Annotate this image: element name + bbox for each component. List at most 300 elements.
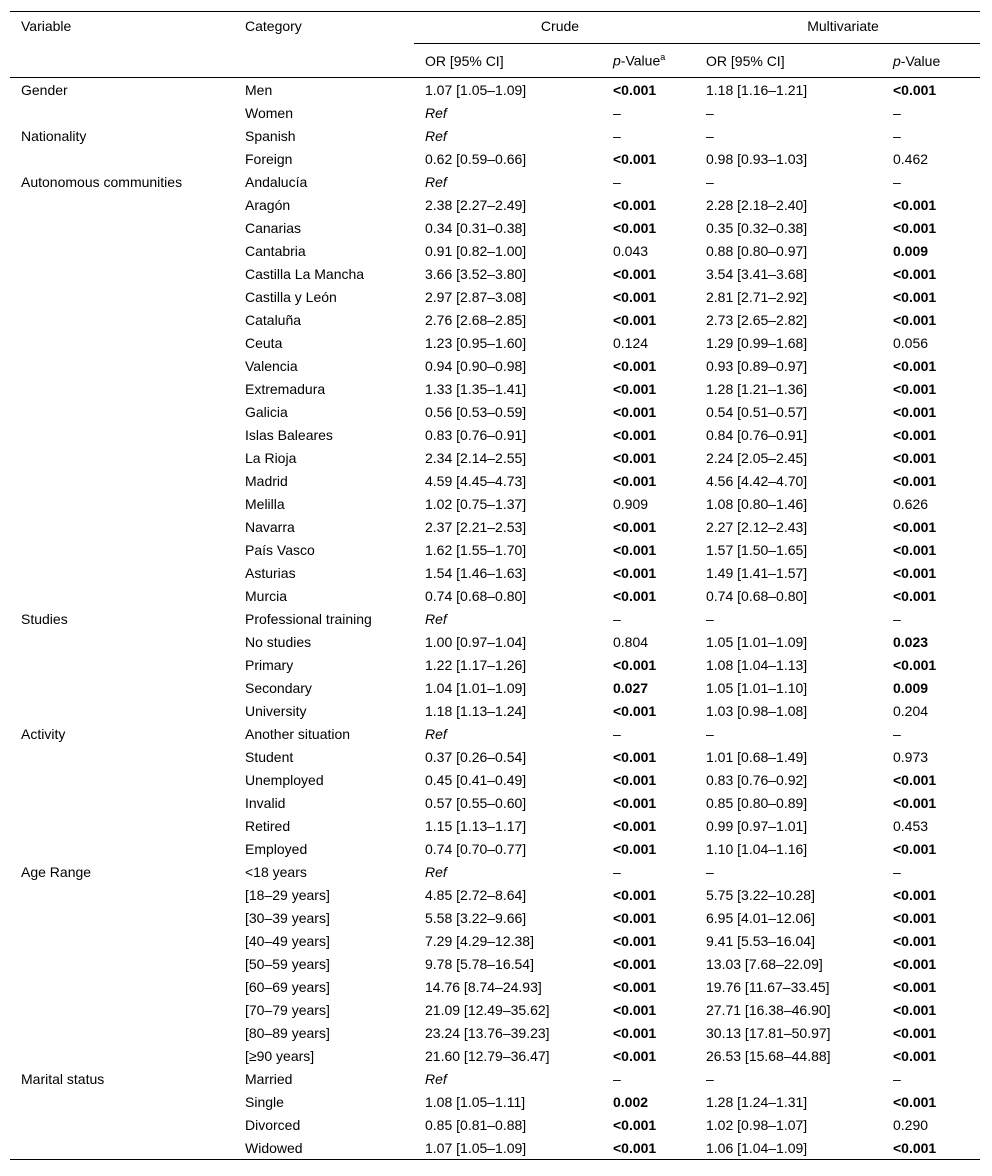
cell-multi-or: 0.83 [0.76–0.92] [706, 771, 808, 788]
cell-multi-or: – [706, 725, 714, 742]
cell-category: Extremadura [245, 380, 326, 397]
cell-multi-p: <0.001 [882, 1136, 980, 1160]
cell-variable [10, 239, 234, 262]
cell-variable [10, 906, 234, 929]
cell-category: Divorced [245, 1116, 301, 1133]
cell-multi-or: 19.76 [11.67–33.45] [706, 978, 830, 995]
cell-multi-or: 2.28 [2.18–2.40] [706, 196, 808, 213]
table-row [10, 124, 980, 147]
table-row [10, 929, 980, 952]
cell-category: Spanish [245, 127, 296, 144]
cell-category: País Vasco [245, 541, 315, 558]
cell-multi-p: <0.001 [893, 541, 937, 558]
cell-variable [10, 354, 234, 377]
cell-crude-or: 1.33 [1.35–1.41] [425, 380, 527, 397]
cell-crude-or: 0.57 [0.55–0.60] [425, 794, 527, 811]
odds-ratio-table [10, 11, 980, 1160]
table-row [10, 170, 980, 193]
cell-multi-p: – [893, 1070, 901, 1087]
cell-crude-or: 0.85 [0.81–0.88] [425, 1116, 527, 1133]
cell-crude-p: <0.001 [613, 288, 657, 305]
cell-crude-p: <0.001 [613, 955, 657, 972]
table-row [10, 906, 980, 929]
cell-variable [10, 561, 234, 584]
cell-multi-p: <0.001 [893, 449, 937, 466]
table-row [10, 860, 980, 883]
cell-crude-or: Ref [425, 863, 447, 880]
cell-category: [≥90 years] [245, 1047, 315, 1064]
cell-crude-or: 0.45 [0.41–0.49] [425, 771, 527, 788]
cell-crude-or: 2.34 [2.14–2.55] [425, 449, 527, 466]
cell-category: Women [245, 104, 293, 121]
cell-category: Retired [245, 817, 291, 834]
table-header [10, 12, 980, 78]
table-row [10, 446, 980, 469]
cell-crude-or: 4.59 [4.45–4.73] [425, 472, 527, 489]
cell-crude-or: 1.18 [1.13–1.24] [425, 702, 527, 719]
cell-category: [60–69 years] [245, 978, 330, 995]
cell-crude-p: <0.001 [613, 1024, 657, 1041]
cell-variable [10, 1044, 234, 1067]
cell-category: Employed [245, 840, 308, 857]
cell-crude-p: 0.804 [613, 633, 649, 650]
cell-crude-p: <0.001 [613, 886, 657, 903]
cell-category: Castilla La Mancha [245, 265, 365, 282]
cell-variable [10, 308, 234, 331]
cell-variable [10, 285, 234, 308]
table-row [10, 837, 980, 860]
cell-category: Navarra [245, 518, 295, 535]
cell-multi-p: <0.001 [893, 403, 937, 420]
table-row [10, 699, 980, 722]
cell-multi-or: 9.41 [5.53–16.04] [706, 932, 815, 949]
header-category: Category [245, 18, 302, 34]
table-row [10, 653, 980, 676]
cell-variable: Nationality [21, 127, 87, 144]
header-multi-p-letter: p [893, 52, 901, 69]
cell-crude-or: 0.62 [0.59–0.66] [425, 150, 527, 167]
cell-crude-p: <0.001 [613, 1001, 657, 1018]
cell-category: [80–89 years] [245, 1024, 330, 1041]
cell-multi-or: 13.03 [7.68–22.09] [706, 955, 823, 972]
cell-multi-or: 0.99 [0.97–1.01] [706, 817, 808, 834]
cell-variable [10, 216, 234, 239]
cell-crude-p: – [613, 127, 621, 144]
cell-multi-p: <0.001 [893, 840, 937, 857]
cell-category: Ceuta [245, 334, 283, 351]
table-row [10, 1021, 980, 1044]
cell-crude-p: <0.001 [613, 541, 657, 558]
cell-multi-p: <0.001 [893, 955, 937, 972]
cell-variable [10, 929, 234, 952]
cell-multi-p: <0.001 [893, 1093, 937, 1110]
cell-crude-p: <0.001 [613, 794, 657, 811]
cell-multi-p: 0.462 [893, 150, 929, 167]
cell-crude-or: 0.56 [0.53–0.59] [425, 403, 527, 420]
table-row [10, 538, 980, 561]
table-row [10, 768, 980, 791]
cell-multi-or: – [706, 863, 714, 880]
cell-variable [10, 377, 234, 400]
header-multi-p-text: -Value [900, 52, 941, 69]
cell-crude-p: 0.002 [613, 1093, 649, 1110]
cell-crude-p: <0.001 [613, 909, 657, 926]
table-row [10, 469, 980, 492]
cell-variable [10, 653, 234, 676]
table-row [10, 952, 980, 975]
cell-variable [10, 538, 234, 561]
cell-crude-or: 2.38 [2.27–2.49] [425, 196, 527, 213]
header-multi-p [882, 44, 980, 78]
cell-variable [10, 423, 234, 446]
cell-variable [10, 101, 234, 124]
cell-multi-p: 0.009 [893, 242, 929, 259]
cell-crude-or: 0.37 [0.26–0.54] [425, 748, 527, 765]
cell-multi-or: 0.84 [0.76–0.91] [706, 426, 808, 443]
cell-crude-or: 14.76 [8.74–24.93] [425, 978, 542, 995]
cell-multi-or: – [706, 104, 714, 121]
cell-category: Men [245, 81, 273, 98]
cell-variable: Marital status [21, 1070, 105, 1087]
cell-multi-p: 0.973 [893, 748, 929, 765]
table-row [10, 492, 980, 515]
cell-multi-or: 27.71 [16.38–46.90] [706, 1001, 831, 1018]
cell-variable [10, 791, 234, 814]
cell-multi-or: 1.01 [0.68–1.49] [706, 748, 808, 765]
cell-multi-p: <0.001 [893, 771, 937, 788]
header-crude-p-footnote: a [660, 52, 666, 63]
header-crude-p-text: -Value [620, 52, 661, 69]
cell-multi-or: 1.05 [1.01–1.09] [706, 633, 808, 650]
table-row [10, 262, 980, 285]
table-row [10, 147, 980, 170]
cell-crude-or: 1.07 [1.05–1.09] [414, 1136, 602, 1160]
table-row [10, 515, 980, 538]
table-row [10, 630, 980, 653]
cell-variable [10, 676, 234, 699]
cell-category: Castilla y León [245, 288, 337, 305]
cell-variable [10, 1113, 234, 1136]
cell-multi-or: 0.74 [0.68–0.80] [706, 587, 808, 604]
header-row-columns [10, 44, 980, 78]
cell-category: La Rioja [245, 449, 297, 466]
cell-crude-p: 0.043 [613, 242, 649, 259]
cell-crude-or: 3.66 [3.52–3.80] [425, 265, 527, 282]
cell-variable [10, 147, 234, 170]
cell-variable [10, 1090, 234, 1113]
cell-crude-p: <0.001 [613, 311, 657, 328]
cell-category: Cantabria [245, 242, 306, 259]
cell-multi-p: <0.001 [893, 794, 937, 811]
cell-crude-p: <0.001 [613, 81, 657, 98]
cell-variable [10, 469, 234, 492]
cell-crude-p: <0.001 [613, 1116, 657, 1133]
cell-crude-p: <0.001 [613, 748, 657, 765]
cell-crude-or: 5.58 [3.22–9.66] [425, 909, 527, 926]
cell-crude-or: 1.15 [1.13–1.17] [425, 817, 527, 834]
cell-variable [10, 262, 234, 285]
cell-category: Asturias [245, 564, 296, 581]
cell-variable [10, 1021, 234, 1044]
cell-category: Another situation [245, 725, 351, 742]
cell-category: Foreign [245, 150, 293, 167]
cell-multi-p: 0.056 [893, 334, 929, 351]
cell-variable [10, 975, 234, 998]
cell-crude-p: <0.001 [613, 403, 657, 420]
cell-multi-or: 1.28 [1.21–1.36] [706, 380, 808, 397]
table-row [10, 101, 980, 124]
cell-crude-or: 0.94 [0.90–0.98] [425, 357, 527, 374]
cell-crude-p: <0.001 [613, 1047, 657, 1064]
cell-crude-p: <0.001 [613, 150, 657, 167]
table-row [10, 883, 980, 906]
cell-crude-p: – [613, 1070, 621, 1087]
table-row [10, 1136, 980, 1160]
header-row-groups [10, 12, 980, 44]
cell-multi-or: 2.27 [2.12–2.43] [706, 518, 808, 535]
cell-category: [18–29 years] [245, 886, 330, 903]
cell-crude-or: 7.29 [4.29–12.38] [425, 932, 534, 949]
cell-crude-or: Ref [425, 725, 447, 742]
cell-multi-p: <0.001 [893, 311, 937, 328]
cell-crude-or: 9.78 [5.78–16.54] [425, 955, 534, 972]
cell-category: Canarias [245, 219, 302, 236]
cell-crude-p: <0.001 [613, 357, 657, 374]
cell-crude-or: Ref [425, 127, 447, 144]
cell-multi-p: 0.023 [893, 633, 929, 650]
cell-category: Aragón [245, 196, 291, 213]
cell-multi-or: 1.10 [1.04–1.16] [706, 840, 808, 857]
cell-crude-p: <0.001 [613, 817, 657, 834]
cell-category: Melilla [245, 495, 285, 512]
cell-multi-or: 0.85 [0.80–0.89] [706, 794, 808, 811]
cell-category: [70–79 years] [245, 1001, 330, 1018]
table-row [10, 745, 980, 768]
cell-multi-or: 0.98 [0.93–1.03] [706, 150, 808, 167]
cell-crude-or: 1.54 [1.46–1.63] [425, 564, 527, 581]
cell-multi-or: 1.03 [0.98–1.08] [706, 702, 808, 719]
cell-category: Islas Baleares [245, 426, 333, 443]
cell-multi-p: – [893, 863, 901, 880]
cell-crude-or: 0.34 [0.31–0.38] [425, 219, 527, 236]
header-crude-p-letter: p [613, 52, 621, 69]
cell-crude-p: – [613, 725, 621, 742]
table-row [10, 584, 980, 607]
cell-crude-p: – [613, 104, 621, 121]
cell-crude-p: 0.027 [613, 679, 649, 696]
header-crude-or: OR [95% CI] [414, 44, 602, 78]
cell-crude-p: <0.001 [613, 932, 657, 949]
cell-variable: Autonomous communities [21, 173, 183, 190]
table-row [10, 193, 980, 216]
cell-category: Andalucía [245, 173, 308, 190]
cell-variable [10, 883, 234, 906]
table-row [10, 239, 980, 262]
cell-crude-or: 4.85 [2.72–8.64] [425, 886, 527, 903]
table-row [10, 377, 980, 400]
cell-multi-p: 0.453 [893, 817, 929, 834]
cell-crude-or: Ref [425, 173, 447, 190]
cell-multi-p: <0.001 [893, 81, 937, 98]
table-row [10, 814, 980, 837]
cell-variable [10, 768, 234, 791]
cell-variable: Studies [21, 610, 68, 627]
cell-multi-or: 1.02 [0.98–1.07] [706, 1116, 808, 1133]
cell-variable [10, 837, 234, 860]
cell-multi-p: <0.001 [893, 1047, 937, 1064]
cell-crude-or: 23.24 [13.76–39.23] [425, 1024, 550, 1041]
cell-multi-or: 4.56 [4.42–4.70] [706, 472, 808, 489]
cell-category: Invalid [245, 794, 286, 811]
header-variable: Variable [21, 18, 72, 34]
cell-multi-or: – [706, 173, 714, 190]
cell-crude-p: – [613, 863, 621, 880]
cell-category: Murcia [245, 587, 288, 604]
table-row [10, 975, 980, 998]
cell-category: [40–49 years] [245, 932, 330, 949]
cell-category: Unemployed [245, 771, 324, 788]
header-multivariate: Multivariate [695, 12, 980, 44]
cell-multi-or: – [706, 127, 714, 144]
cell-category: University [245, 702, 307, 719]
cell-crude-or: 1.23 [0.95–1.60] [425, 334, 527, 351]
table-row [10, 78, 980, 102]
cell-multi-or: 1.49 [1.41–1.57] [706, 564, 808, 581]
cell-crude-or: 1.08 [1.05–1.11] [425, 1093, 526, 1110]
cell-multi-p: <0.001 [893, 288, 937, 305]
table-row [10, 1044, 980, 1067]
cell-category: No studies [245, 633, 312, 650]
cell-multi-p: 0.009 [893, 679, 929, 696]
table-row [10, 216, 980, 239]
header-crude-p [602, 44, 695, 78]
cell-multi-p: <0.001 [893, 1001, 937, 1018]
cell-crude-or: 1.22 [1.17–1.26] [425, 656, 527, 673]
table-row [10, 561, 980, 584]
cell-variable: Gender [21, 81, 68, 98]
cell-multi-p: – [893, 610, 901, 627]
cell-crude-or: Ref [425, 104, 447, 121]
cell-variable [10, 584, 234, 607]
cell-multi-or: 1.29 [0.99–1.68] [706, 334, 808, 351]
cell-variable [10, 193, 234, 216]
cell-multi-or: 30.13 [17.81–50.97] [706, 1024, 831, 1041]
cell-crude-or: Ref [425, 1070, 447, 1087]
cell-crude-p: <0.001 [613, 380, 657, 397]
cell-crude-or: 1.07 [1.05–1.09] [425, 81, 527, 98]
cell-multi-or: 2.73 [2.65–2.82] [706, 311, 808, 328]
cell-multi-p: <0.001 [893, 219, 937, 236]
header-blank-2 [234, 44, 414, 78]
cell-category: Valencia [245, 357, 298, 374]
cell-crude-or: 1.04 [1.01–1.09] [425, 679, 527, 696]
cell-variable [10, 699, 234, 722]
cell-category: <18 years [245, 863, 307, 880]
cell-multi-p: <0.001 [893, 587, 937, 604]
cell-crude-or: 0.83 [0.76–0.91] [425, 426, 527, 443]
cell-multi-or: 0.35 [0.32–0.38] [706, 219, 808, 236]
cell-variable [10, 331, 234, 354]
cell-variable [10, 492, 234, 515]
cell-multi-p: <0.001 [893, 909, 937, 926]
cell-category: Married [245, 1070, 293, 1087]
cell-multi-p: <0.001 [893, 1024, 937, 1041]
cell-multi-p: <0.001 [893, 932, 937, 949]
cell-multi-or: 1.28 [1.24–1.31] [706, 1093, 808, 1110]
cell-multi-or: – [706, 610, 714, 627]
cell-crude-or: 0.74 [0.70–0.77] [425, 840, 527, 857]
table-row [10, 1090, 980, 1113]
cell-category: Madrid [245, 472, 288, 489]
cell-multi-or: 1.18 [1.16–1.21] [706, 81, 808, 98]
cell-crude-p: <0.001 [613, 587, 657, 604]
cell-crude-or: 0.74 [0.68–0.80] [425, 587, 527, 604]
table-row [10, 423, 980, 446]
cell-variable [10, 814, 234, 837]
cell-multi-or: 1.08 [1.04–1.13] [706, 656, 808, 673]
cell-multi-or: 1.57 [1.50–1.65] [706, 541, 808, 558]
cell-multi-or: – [706, 1070, 714, 1087]
cell-crude-p: <0.001 [613, 219, 657, 236]
cell-crude-p: <0.001 [613, 656, 657, 673]
cell-crude-p: <0.001 [613, 518, 657, 535]
header-crude: Crude [414, 12, 695, 44]
cell-crude-p: 0.909 [613, 495, 649, 512]
cell-multi-p: <0.001 [893, 886, 937, 903]
cell-variable [10, 1136, 234, 1160]
cell-crude-p: – [613, 173, 621, 190]
table-row [10, 722, 980, 745]
cell-multi-p: 0.626 [893, 495, 929, 512]
cell-multi-p: <0.001 [893, 978, 937, 995]
cell-crude-or: 2.37 [2.21–2.53] [425, 518, 527, 535]
table-row [10, 791, 980, 814]
cell-category: Widowed [234, 1136, 414, 1160]
header-blank-1 [10, 44, 234, 78]
cell-category: Cataluña [245, 311, 302, 328]
cell-multi-or: 1.08 [0.80–1.46] [706, 495, 808, 512]
cell-crude-p: – [613, 610, 621, 627]
cell-crude-p: 0.124 [613, 334, 649, 351]
cell-variable [10, 400, 234, 423]
cell-variable [10, 952, 234, 975]
cell-category: Secondary [245, 679, 312, 696]
cell-multi-or: 5.75 [3.22–10.28] [706, 886, 815, 903]
table-row [10, 354, 980, 377]
cell-multi-p: – [893, 725, 901, 742]
cell-variable [10, 745, 234, 768]
cell-multi-p: 0.290 [893, 1116, 929, 1133]
cell-crude-p: <0.001 [613, 196, 657, 213]
table-row [10, 400, 980, 423]
cell-multi-p: – [893, 127, 901, 144]
cell-multi-or: 26.53 [15.68–44.88] [706, 1047, 831, 1064]
cell-crude-p: <0.001 [613, 702, 657, 719]
cell-multi-p: – [893, 173, 901, 190]
cell-multi-p: <0.001 [893, 472, 937, 489]
cell-crude-or: 21.09 [12.49–35.62] [425, 1001, 550, 1018]
cell-category: Single [245, 1093, 284, 1110]
cell-multi-or: 2.24 [2.05–2.45] [706, 449, 808, 466]
cell-multi-p: – [893, 104, 901, 121]
table-row [10, 998, 980, 1021]
cell-multi-p: <0.001 [893, 357, 937, 374]
cell-variable [10, 446, 234, 469]
cell-crude-or: 2.97 [2.87–3.08] [425, 288, 527, 305]
cell-multi-or: 0.88 [0.80–0.97] [706, 242, 808, 259]
table-body [10, 78, 980, 1160]
cell-crude-p: <0.001 [613, 472, 657, 489]
